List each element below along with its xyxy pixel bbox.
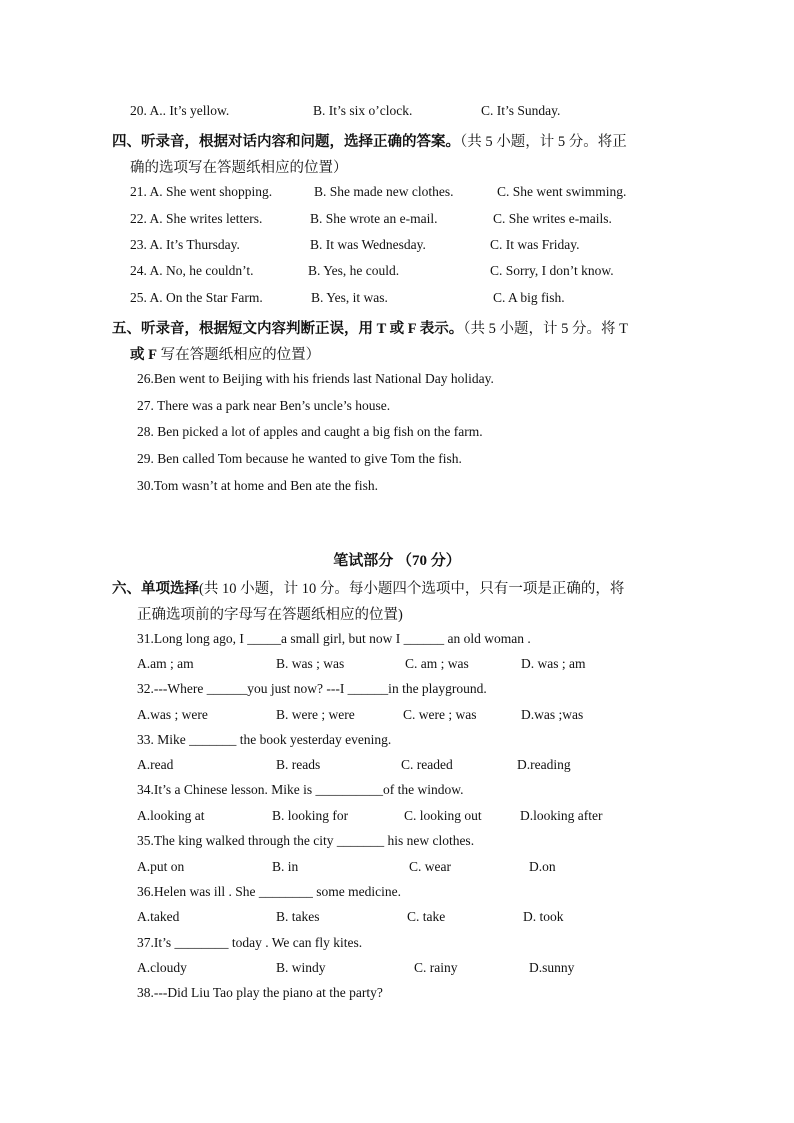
q31-option-d: D. was ; am: [521, 656, 586, 671]
q31-stem: 31.Long long ago, I _____a small girl, but now I ______ an old woman .: [137, 631, 531, 646]
q20-option-b: B. It’s six o’clock.: [313, 103, 413, 118]
q36-stem: 36.Helen was ill . She ________ some medicine.: [137, 884, 401, 899]
question-30: 30.Tom wasn’t at home and Ben ate the fish.: [137, 478, 379, 493]
q21-option-b: B. She made new clothes.: [314, 184, 454, 199]
q20-option-a: 20. A.. It’s yellow.: [130, 103, 230, 118]
q37-option-c: C. rainy: [414, 960, 458, 975]
section-5-instructions: （共 5 小题，计 5 分。将 T: [463, 321, 628, 337]
q37-option-b: B. windy: [276, 960, 326, 975]
q25-option-a: 25. A. On the Star Farm.: [130, 290, 263, 305]
section-4-title: 四、听录音，根据对话内容和问题，选择正确的答案。: [112, 134, 460, 150]
section-4-instructions: （共 5 小题，计 5 分。将正: [460, 134, 627, 150]
q25-option-c: C. A big fish.: [493, 290, 565, 305]
written-part-title: 笔试部分 （70 分）: [333, 553, 461, 569]
q36-option-b: B. takes: [276, 909, 320, 924]
question-29: 29. Ben called Tom because he wanted to give Tom the fish.: [137, 451, 462, 466]
q21-option-a: 21. A. She went shopping.: [130, 184, 273, 199]
question-27: 27. There was a park near Ben’s uncle’s house.: [137, 398, 391, 413]
q33-stem: 33. Mike _______ the book yesterday evening.: [137, 732, 392, 747]
q23-option-c: C. It was Friday.: [490, 237, 580, 252]
q33-option-b: B. reads: [276, 757, 321, 772]
q23-option-a: 23. A. It’s Thursday.: [130, 237, 240, 252]
q23-option-b: B. It was Wednesday.: [310, 237, 426, 252]
q32-option-b: B. were ; were: [276, 707, 355, 722]
section-6-title: 六、单项选择: [112, 581, 199, 597]
question-28: 28. Ben picked a lot of apples and caught a big fish on the farm.: [137, 424, 483, 439]
q35-option-b: B. in: [272, 859, 299, 874]
section-6-heading-line2: 正确选项前的字母写在答题纸相应的位置): [137, 607, 403, 623]
q33-option-a: A.read: [137, 757, 174, 772]
q24-option-b: B. Yes, he could.: [308, 263, 400, 278]
section-5-tf-label: 或 F: [130, 347, 157, 363]
q34-stem: 34.It’s a Chinese lesson. Mike is __________of the window.: [137, 782, 464, 797]
q34-option-d: D.looking after: [520, 808, 603, 823]
q24-option-c: C. Sorry, I don’t know.: [490, 263, 614, 278]
q33-option-d: D.reading: [517, 757, 571, 772]
q36-option-d: D. took: [523, 909, 564, 924]
section-4-heading: [112, 130, 627, 151]
q22-option-b: B. She wrote an e-mail.: [310, 211, 438, 226]
q37-option-a: A.cloudy: [137, 960, 187, 975]
section-5-heading: [112, 317, 628, 338]
question-26: 26.Ben went to Beijing with his friends last National Day holiday.: [137, 371, 494, 386]
section-5-title: 五、听录音，根据短文内容判断正误，用 T 或 F 表示。: [112, 321, 464, 337]
q22-option-c: C. She writes e-mails.: [493, 211, 612, 226]
q32-option-a: A.was ; were: [137, 707, 208, 722]
q35-option-c: C. wear: [409, 859, 451, 874]
q38-stem: 38.---Did Liu Tao play the piano at the party?: [137, 985, 383, 1000]
q36-option-a: A.taked: [137, 909, 180, 924]
section-4-heading-line2: 确的选项写在答题纸相应的位置）: [130, 160, 348, 176]
q25-option-b: B. Yes, it was.: [311, 290, 388, 305]
q37-stem: 37.It’s ________ today . We can fly kites.: [137, 935, 363, 950]
q34-option-b: B. looking for: [272, 808, 349, 823]
q33-option-c: C. readed: [401, 757, 453, 772]
q35-stem: 35.The king walked through the city _______ his new clothes.: [137, 833, 475, 848]
q35-option-a: A.put on: [137, 859, 185, 874]
q34-option-c: C. looking out: [404, 808, 482, 823]
q36-option-c: C. take: [407, 909, 446, 924]
q34-option-a: A.looking at: [137, 808, 205, 823]
section-5-instructions-line2: 写在答题纸相应的位置）: [156, 347, 321, 363]
q31-option-a: A.am ; am: [137, 656, 194, 671]
q20-option-c: C. It’s Sunday.: [481, 103, 561, 118]
q31-option-b: B. was ; was: [276, 656, 345, 671]
q24-option-a: 24. A. No, he couldn’t.: [130, 263, 254, 278]
q32-option-c: C. were ; was: [403, 707, 477, 722]
q32-stem: 32.---Where ______you just now? ---I ______in the playground.: [137, 681, 487, 696]
q37-option-d: D.sunny: [529, 960, 575, 975]
q31-option-c: C. am ; was: [405, 656, 469, 671]
section-6-instructions: (共 10 小题，计 10 分。每小题四个选项中，只有一项是正确的，将: [199, 581, 625, 597]
q22-option-a: 22. A. She writes letters.: [130, 211, 263, 226]
section-5-heading-line2: [130, 343, 320, 364]
q35-option-d: D.on: [529, 859, 556, 874]
section-6-heading: [112, 577, 624, 598]
q21-option-c: C. She went swimming.: [497, 184, 627, 199]
q32-option-d: D.was ;was: [521, 707, 584, 722]
